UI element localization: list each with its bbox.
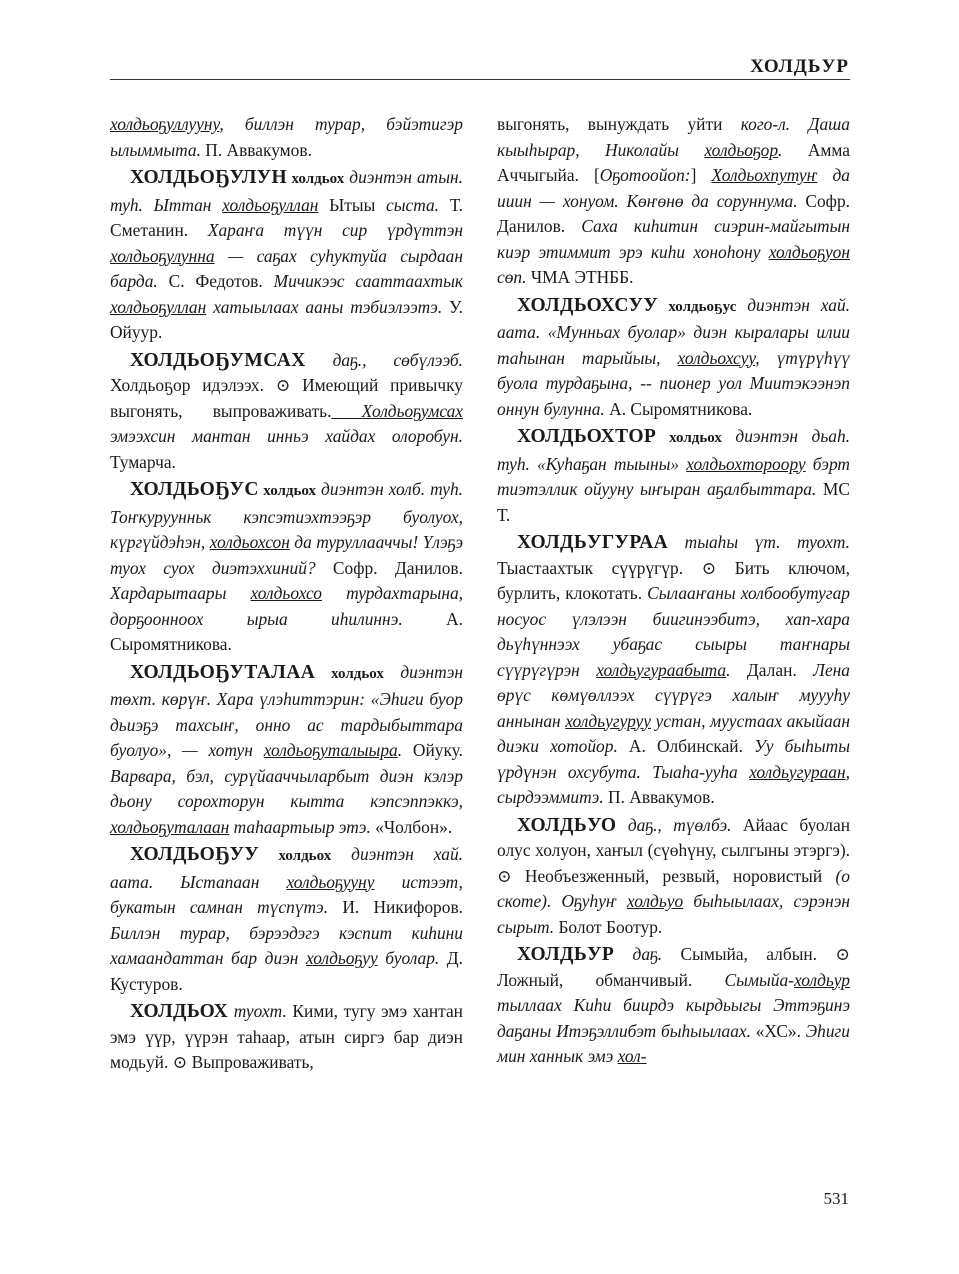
header-rule	[110, 79, 850, 80]
entry-holdyogutalaa: ХОЛДЬОҔУТАЛАА холдьох диэнтэн төхт. көрүҥ. Хара үлэһиттэрин: «Эһиги буор дьиэҕэ тахсыҥ, онно ас тардыбыттара буолуо», — хотун холдьоҕуталыыра. Ойуку. Варвара, бэл, сурүйааччыларбыт диэн кэлэр дьону сорохторун кытта кэпсэппэккэ, холдьоҕуталаан таһаартыыр этэ. «Чолбон».	[110, 661, 463, 837]
headword: ХОЛДЬОҔУЛУН	[130, 167, 288, 188]
headword: ХОЛДЬОҔУМСАХ	[130, 349, 306, 371]
right-column	[497, 112, 850, 1070]
entry-holdyogumsah: ХОЛДЬОҔУМСАХ даҕ., сөбүлээб. Холдьоҕор идэлээх. ⊙ Имеющий привычку выгонять, выпроваживать. Холдьоҕумсах эмээхсин мантан инньэ хайдах олоробун. Тумарча.	[110, 349, 463, 472]
entry-holdyur: ХОЛДЬУР даҕ. Сымыйа, албын. ⊙ Ложный, обманчивый. Сымыйа-холдьур тыллаах Киһи биирдэ кырдьыгы Эттэҕинэ даҕаны Итэҕэллибэт быһыылаах. «ХС». Эһиги мин ханнык эмэ хол-	[497, 944, 851, 1066]
headword: ХОЛДЬОХТОР	[517, 426, 657, 447]
headword: ХОЛДЬУГУРАА	[517, 532, 669, 553]
headword: ХОЛДЬОҔУС	[130, 479, 259, 500]
entry-holdyohsuu: ХОЛДЬОХСУУ холдьоҕус диэнтэн хай. аата. «Мунньах буолар» диэн кыралары илии таһынан тарыйыы, холдьохсуу, үтүрүһүү буола турдаҕына, -- пионер уол Миитэкээнэп оннун булунна. А. Сыромятникова.	[497, 294, 851, 419]
headword: ХОЛДЬОҔУУ	[130, 844, 260, 865]
entry-holdyohtor: ХОЛДЬОХТОР холдьох диэнтэн дьаһ. туһ. «Куһаҕан тыыны» холдьохтороору бэрт тиэтэллик ойууну ыҥыран аҕалбыттара. МС Т.	[497, 426, 850, 525]
entry-continuation: выгонять, вынуждать уйти кого-л. Даша кыыһырар, Николайы холдьоҕор. Амма Аччыгыйа. [Оҕотоойоп:] Холдьохпутуҥ да ииин — хонуом. Көҥөнө да соруннума. Софр. Данилов. Саха киһитин сиэрин-майгытын киэр этиммит эрэ киһи хоноһону холдьоҕуон сөп. ЧМА ЭТНББ.	[497, 114, 850, 287]
headword: ХОЛДЬОХСУУ	[517, 294, 659, 316]
entry-continuation: холдьоҕуллууну, биллэн турар, бэйэтигэр ылыммыта. П. Аввакумов.	[110, 114, 463, 160]
entry-holdyuo: ХОЛДЬУО даҕ., түөлбэ. Айаас буолан олус холуон, хаҥыл (сүөһүну, сылгыны этэргэ). ⊙ Необъезженный, резвый, норовистый (о скоте). Оҕуһуҥ холдьуо быһыылаах, сэрэнэн сырыт. Болот Боотур.	[497, 814, 850, 937]
headword: ХОЛДЬОҔУТАЛАА	[130, 661, 316, 683]
entry-holdyuguraa: ХОЛДЬУГУРАА тыаһы үт. туохт. Тыастаахтык сүүрүгүр. ⊙ Бить ключом, бурлить, клокотать. Сылааҥаны холбообутугар носуос үлэлээн биигинээбитэ, хап-хара дьүһүннээх убаҕас сыыры таҥнары сүүрүгүрэн холдьугураабыта. Далан. Лена өрүс көмүөллээх сүүрүгэ халыҥ муууһу аннынан холдьугуруу устан, муустаах акыйаан диэки хотойор. А. Олбинскай. Уу быһыты үрдүнэн охсубута. Тыаһа-ууһа холдьугураан, сырдээммитэ. П. Аввакумов.	[497, 532, 851, 807]
entry-holdyoguu: ХОЛДЬОҔУУ холдьох диэнтэн хай. аата. Ыстапаан холдьоҕууну истээт, букатын самнан түспүтэ. И. Никифоров. Биллэн турар, бэрээдэгэ кэспит киһини хамаандаттан бар диэн холдьоҕуу буолар. Д. Кустуров.	[110, 844, 464, 994]
page-number: 531	[823, 1189, 849, 1208]
entry-holdyoh: ХОЛДЬОХ туохт. Кими, тугу эмэ хантан эмэ үүр, үүрэн таһаар, атын сиргэ бар диэн модьуй. ⊙ Выпроваживать,	[110, 1001, 463, 1072]
left-column	[110, 112, 463, 1076]
entry-holdyogus: ХОЛДЬОҔУС холдьох диэнтэн холб. туһ. Тоҥкуруунньк кэпсэтиэхтээҕэр буолуох, күргүйдэһэн, холдьохсон да туруллааччы! Үлэҕэ туох суох диэтэххиний? Софр. Данилов. Хардарытаары холдьохсо турдахтарына, дорҕоонноох ырыа иһилиннэ. А. Сыромятникова.	[110, 479, 464, 654]
headword: ХОЛДЬУР	[517, 944, 615, 965]
entry-holdyogulun: ХОЛДЬОҔУЛУН холдьох диэнтэн атын. туһ. Ыттан холдьоҕуллан Ытыы сыста. Т. Сметанин. Хараҥа түүн сир үрдүттэн холдьоҕулунна — саҕах суһуктуйа сырдаан барда. С. Федотов. Мичикээс сааттаахтык холдьоҕуллан хатыылаах ааны тэбиэлээтэ. У. Ойуур.	[110, 167, 464, 342]
headword: ХОЛДЬОХ	[130, 1001, 229, 1022]
running-head: ХОЛДЬУР	[750, 56, 849, 77]
headword: ХОЛДЬУО	[517, 814, 617, 836]
